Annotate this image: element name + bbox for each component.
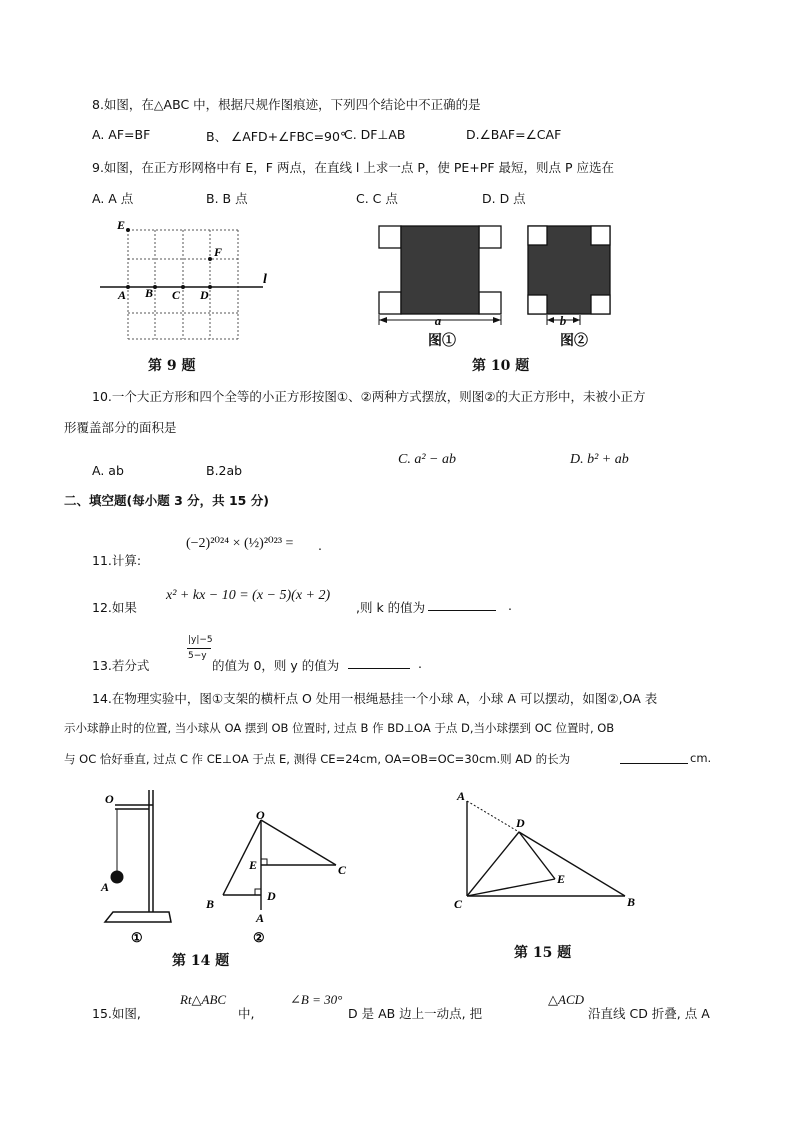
- fig15-label-c: C: [454, 897, 463, 911]
- fig14-2-label-d: D: [267, 889, 276, 903]
- fig14-stand-diagram: [95, 785, 175, 945]
- q11-tail: .: [318, 538, 322, 553]
- fig10-cap2: 图②: [560, 333, 588, 349]
- q9-stem: 9.如图，在正方形网格中有 E，F 两点，在直线 l 上求一点 P，使 PE+PF 最短，则点 P 应选在: [92, 160, 614, 175]
- fig9-caption: 第 9 题: [148, 358, 196, 374]
- q12-end: .: [508, 598, 512, 613]
- fig10-caption: 第 10 题: [472, 358, 530, 374]
- q8-option-c: C. DF⊥AB: [344, 127, 406, 142]
- q14-line1: 14.在物理实验中，图①支架的横杆点 O 处用一根绳悬挂一个小球 A，小球 A 可以摆动，如图②,OA 表: [92, 691, 658, 706]
- fig15-label-a: A: [457, 789, 466, 803]
- q10-stem-line2: 形覆盖部分的面积是: [64, 420, 177, 435]
- fig14-1-label-o: O: [105, 792, 114, 806]
- q10-option-c: C. a² − ab: [398, 452, 456, 467]
- fig14-2-label-b: B: [206, 897, 215, 911]
- fig15-caption: 第 15 题: [514, 945, 572, 961]
- q10-option-d: D. b² + ab: [570, 452, 629, 467]
- fig14-2-label-o: O: [256, 808, 265, 822]
- q11-label: 11.计算:: [92, 553, 142, 568]
- fig9-label-l: l: [263, 272, 267, 287]
- q10-option-b: B.2ab: [206, 463, 243, 478]
- fig15-label-e: E: [557, 872, 566, 886]
- fig14-caption: 第 14 题: [172, 953, 230, 969]
- q13-numerator: |y|−5: [188, 635, 213, 645]
- fig14-1-label-a: A: [101, 880, 110, 894]
- q10-option-a: A. ab: [92, 463, 124, 478]
- fig9-label-f: F: [214, 245, 223, 259]
- fig14-2-label-a: A: [256, 911, 265, 925]
- q14-line2: 示小球静止时的位置, 当小球从 OA 摆到 OB 位置时, 过点 B 作 BD⊥OA 于点 D,当小球摆到 OC 位置时, OB: [64, 721, 615, 735]
- fig14-2-caption: ②: [253, 931, 265, 946]
- q13-tail: 的值为 0，则 y 的值为: [212, 658, 340, 673]
- q8-option-a: A. AF=BF: [92, 127, 151, 142]
- q8-option-b: B、 ∠AFD+∠FBC=90°: [206, 129, 347, 144]
- q9-option-d: D. D 点: [482, 191, 526, 206]
- fig10-label-a: a: [434, 313, 442, 328]
- fig10-cap1: 图①: [428, 333, 456, 349]
- q9-option-a: A. A 点: [92, 191, 134, 206]
- q13-label: 13.若分式: [92, 658, 150, 673]
- q15-angle: ∠B = 30°: [290, 992, 343, 1007]
- fig14-pendulum-diagram: [200, 808, 360, 953]
- q8-option-d: D.∠BAF=∠CAF: [466, 127, 562, 142]
- fig15-label-d: D: [516, 816, 525, 830]
- q14-answer-blank[interactable]: [620, 751, 688, 764]
- q12-expression: x² + kx − 10 = (x − 5)(x + 2): [166, 588, 331, 603]
- fig9-label-b: B: [145, 286, 154, 300]
- fig15-diagram: [450, 788, 650, 913]
- q12-answer-blank[interactable]: [428, 598, 496, 611]
- q15-zhong: 中,: [238, 1006, 255, 1021]
- section-2-heading: 二、填空题(每小题 3 分，共 15 分): [64, 493, 269, 508]
- q15-middle: D 是 AB 边上一动点, 把: [348, 1006, 483, 1021]
- fig9-label-a: A: [118, 288, 127, 302]
- q13-end: .: [418, 656, 422, 671]
- q11-expression: (−2)²⁰²⁴ × (½)²⁰²³ =: [186, 536, 294, 551]
- fig14-2-label-e: E: [249, 858, 258, 872]
- q13-answer-blank[interactable]: [348, 656, 410, 669]
- q9-option-c: C. C 点: [356, 191, 398, 206]
- fig9-label-e: E: [117, 218, 126, 232]
- fig10-label-b: b: [559, 313, 567, 328]
- q9-option-b: B. B 点: [206, 191, 248, 206]
- fig10-diagram: [375, 220, 615, 345]
- fig14-1-caption: ①: [131, 931, 143, 946]
- q15-rt-triangle: Rt△ABC: [180, 992, 227, 1007]
- fig9-grid-diagram: [95, 215, 285, 345]
- q10-stem-line1: 10.一个大正方形和四个全等的小正方形按图①、②两种方式摆放，则图②的大正方形中，未被小正方: [92, 389, 646, 404]
- q15-label: 15.如图,: [92, 1006, 141, 1021]
- q15-triangle-acd: △ACD: [548, 992, 584, 1007]
- q15-tail: 沿直线 CD 折叠, 点 A: [588, 1006, 710, 1021]
- q8-stem: 8.如图，在△ABC 中，根据尺规作图痕迹，下列四个结论中不正确的是: [92, 97, 481, 112]
- q12-tail: ,则 k 的值为: [356, 600, 426, 615]
- fig14-2-label-c: C: [338, 863, 347, 877]
- fig15-label-b: B: [627, 895, 636, 909]
- q13-denominator: 5−y: [188, 651, 207, 661]
- q14-unit: cm.: [690, 751, 712, 765]
- q12-label: 12.如果: [92, 600, 137, 615]
- q14-line3: 与 OC 恰好垂直, 过点 C 作 CE⊥OA 于点 E, 测得 CE=24cm, OA=OB=OC=30cm.则 AD 的长为: [64, 752, 571, 766]
- fig9-label-d: D: [200, 288, 209, 302]
- q13-fraction-bar: [187, 648, 211, 649]
- fig9-label-c: C: [172, 288, 181, 302]
